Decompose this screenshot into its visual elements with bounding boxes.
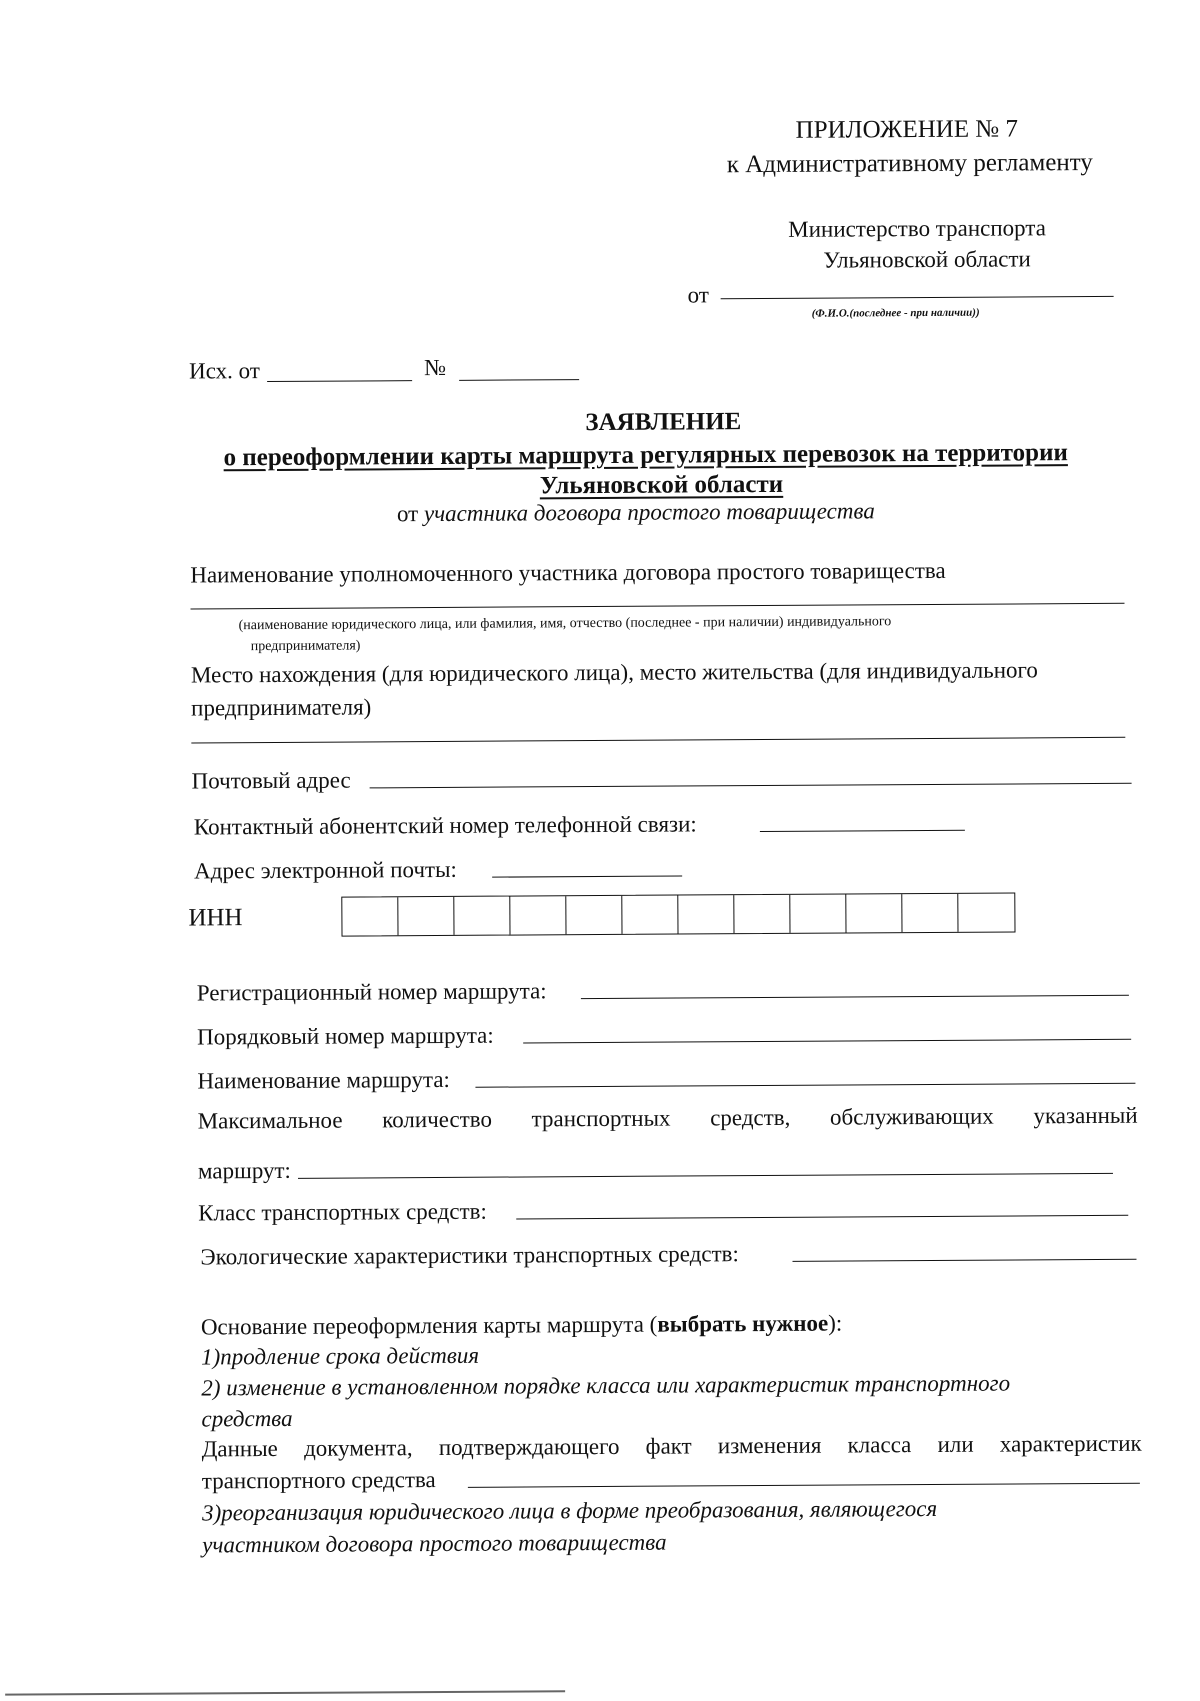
phone-field[interactable]	[760, 830, 965, 832]
location-label-line2: предпринимателя)	[191, 694, 372, 721]
document-title: ЗАЯВЛЕНИЕ	[585, 408, 742, 437]
inn-digit-cell[interactable]	[510, 896, 566, 934]
email-label: Адрес электронной почты:	[194, 856, 457, 884]
basis-heading-suffix: ):	[828, 1310, 843, 1336]
outgoing-date-field[interactable]	[267, 380, 412, 382]
vehicle-class-field[interactable]	[516, 1215, 1128, 1220]
appendix-number: ПРИЛОЖЕНИЕ № 7	[795, 115, 1018, 144]
route-name-label: Наименование маршрута:	[197, 1066, 450, 1094]
ministry-name-line2: Ульяновской области	[823, 246, 1031, 273]
document-data-label-line1: Данные документа, подтверждающего факт изменения класса или характеристик	[201, 1430, 1142, 1462]
inn-digit-cell[interactable]	[958, 893, 1014, 931]
from-prefix: от	[396, 501, 419, 527]
bottom-edge-rule	[5, 1690, 565, 1695]
ministry-name-line1: Министерство транспорта	[788, 215, 1046, 242]
applicant-name-hint: (Ф.И.О.(последнее - при наличии))	[811, 306, 980, 320]
basis-heading	[201, 1311, 842, 1341]
eco-characteristics-label: Экологические характеристики транспортных средств:	[200, 1241, 739, 1270]
reg-number-label: Регистрационный номер маршрута:	[196, 978, 547, 1006]
authorized-participant-label: Наименование уполномоченного участника договора простого товарищества	[190, 557, 946, 588]
outgoing-date-label: Исх. от	[188, 358, 260, 384]
basis-option-3-line1[interactable]: 3)реорганизация юридического лица в форме преобразования, являющегося	[201, 1495, 938, 1526]
document-subtitle: о переоформлении карты маршрута регулярных перевозок на территории	[223, 439, 1068, 472]
regulation-reference: к Административному регламенту	[726, 148, 1093, 179]
from-label: от	[687, 282, 709, 308]
max-vehicles-field[interactable]	[298, 1173, 1113, 1179]
eco-characteristics-field[interactable]	[793, 1259, 1137, 1262]
serial-number-field[interactable]	[523, 1039, 1131, 1044]
basis-heading-bold: выбрать нужное	[657, 1310, 829, 1337]
inn-label: ИНН	[188, 904, 243, 932]
authorized-participant-hint-line1: (наименование юридического лица, или фамилия, имя, отчество (последнее - при наличии) индивидуального	[238, 614, 892, 634]
vehicle-class-label: Класс транспортных средств:	[198, 1198, 487, 1226]
postal-address-field[interactable]	[370, 783, 1132, 789]
inn-grid	[341, 892, 1015, 936]
document-data-label-line2: транспортного средства	[201, 1467, 436, 1494]
reg-number-field[interactable]	[581, 995, 1129, 999]
postal-address-label: Почтовый адрес	[191, 767, 351, 794]
inn-digit-cell[interactable]	[678, 895, 734, 933]
from-participant: участника договора простого товарищества	[423, 498, 875, 527]
applicant-name-field[interactable]	[721, 296, 1114, 299]
email-field[interactable]	[492, 875, 682, 877]
inn-digit-cell[interactable]	[902, 894, 958, 932]
outgoing-number-label: №	[423, 354, 447, 381]
document-subtitle-from	[397, 498, 875, 527]
basis-option-1[interactable]: 1)продление срока действия	[201, 1342, 480, 1370]
basis-option-2-line2[interactable]: средства	[201, 1405, 293, 1432]
inn-digit-cell[interactable]	[734, 895, 790, 933]
max-vehicles-label-line2: маршрут:	[197, 1157, 291, 1184]
inn-digit-cell[interactable]	[622, 896, 678, 934]
inn-digit-cell[interactable]	[846, 894, 902, 932]
authorized-participant-field[interactable]	[191, 603, 1125, 610]
route-name-field[interactable]	[475, 1083, 1135, 1088]
basis-option-2-line1[interactable]: 2) изменение в установленном порядке класса или характеристик транспортного	[201, 1370, 1011, 1401]
location-label-line1: Место нахождения (для юридического лица), место жительства (для индивидуального	[190, 657, 1038, 688]
location-field[interactable]	[191, 737, 1125, 744]
inn-digit-cell[interactable]	[790, 894, 846, 932]
basis-option-3-line2[interactable]: участником договора простого товарищества	[202, 1529, 667, 1558]
inn-digit-cell[interactable]	[566, 896, 622, 934]
basis-heading-prefix: Основание переоформления карты маршрута (	[200, 1311, 658, 1340]
authorized-participant-hint-line2: предпринимателя)	[250, 638, 361, 655]
inn-digit-cell[interactable]	[454, 897, 510, 935]
outgoing-number-field[interactable]	[459, 379, 579, 381]
inn-digit-cell[interactable]	[398, 897, 454, 935]
document-subtitle-region: Ульяновской области	[539, 470, 784, 500]
max-vehicles-label-line1: Максимальное количество транспортных средств, обслуживающих указанный	[197, 1102, 1138, 1134]
serial-number-label: Порядковый номер маршрута:	[197, 1022, 494, 1050]
phone-label: Контактный абонентский номер телефонной связи:	[193, 811, 697, 840]
inn-digit-cell[interactable]	[342, 897, 398, 935]
document-data-field[interactable]	[468, 1483, 1140, 1488]
